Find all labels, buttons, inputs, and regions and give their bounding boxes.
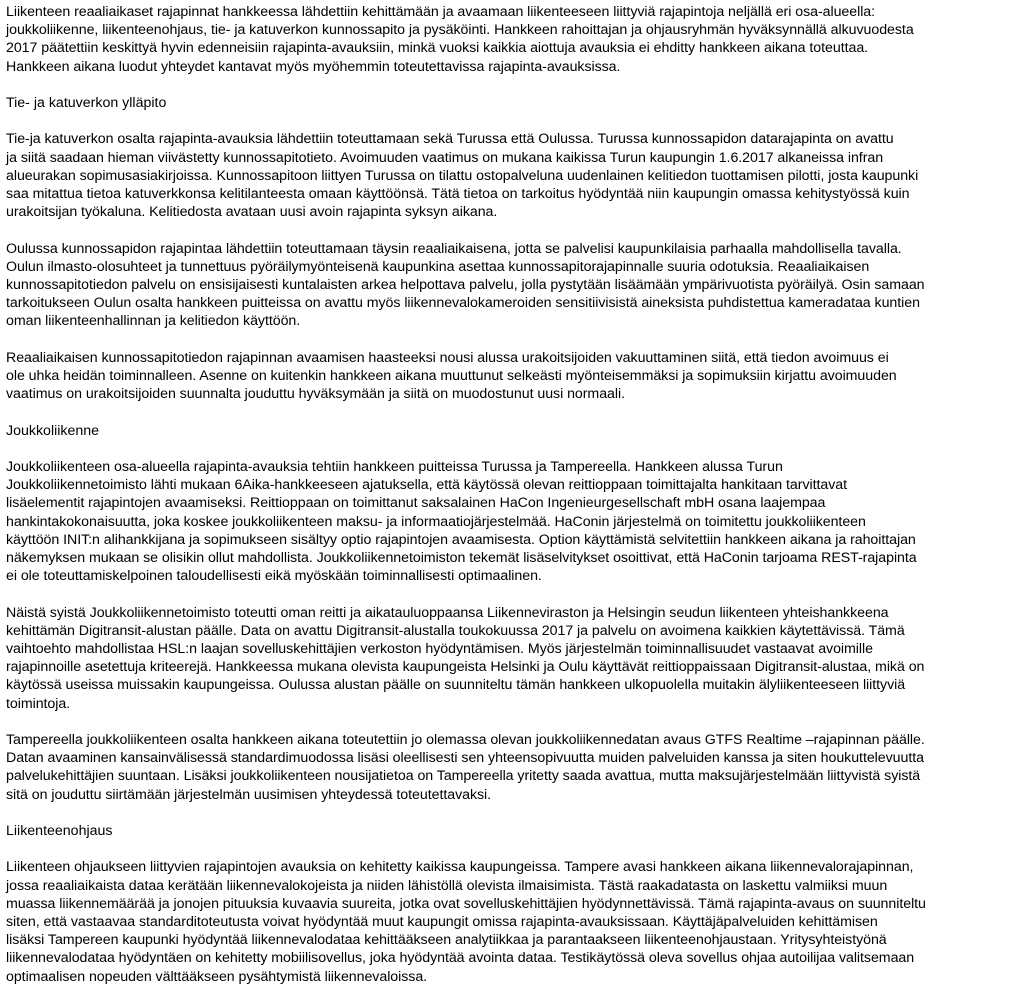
intro-paragraph: Liikenteen reaaliaikaset rajapinnat hankkeessa lähdettiin kehittämään ja avaamaan liikenteeseen liittyviä rajapintoja neljällä eri osa-alueella: joukkoliikenne, liikenteenohjaus, tie- ja katuverkon kunnossapito ja pysäköinti. Hankkeen rahoittajan ja ohjausryhmän hyväksynnällä alkuvuodesta 2017 päätettiin keskittyä hyvin edenneisiin rajapinta-avauksiin, minkä vuoksi kaikkia aiottuja avauksia ei ehditty hankkeen aikana toteuttaa. Hankkeen aikana luodut yhteydet kantavat myös myöhemmin toteutettavissa rajapinta-avauksissa. [6,4,914,75]
maintenance-paragraph-oulu: Oulussa kunnossapidon rajapintaa lähdettiin toteuttamaan täysin reaaliaikaisena, jotta se palvelisi kaupunkilaisia parhaalla mahdollisella tavalla. Oulun ilmasto-olosuhteet ja tunnettuus pyöräilymyönteisenä kaupunkina asettaa kunnossapitorajapinnalle suuria odotuksia. Reaaliaikaisen kunnossapitotiedon palvelu on ensisijaisesti kuntalaisten arkea helpottava palvelu, jolla pystytään lisäämään ympärivuotista pyöräilyä. Osin samaan tarkoitukseen Oulun osalta hankkeen puitteissa on avattu myös liikennevalokameroiden sensitiivisistä aineksista puhdistettua kameradataa kuntien oman liikenteenhallinnan ja kelitiedon käyttöön. [6,240,925,330]
traffic-control-paragraph: Liikenteen ohjaukseen liittyvien rajapintojen avauksia on kehitetty kaikissa kaupungeissa. Tampere avasi hankkeen aikana liikennevalorajapinnan, jossa reaaliaikaista dataa kerätään liikennevalokojeista ja niiden lähistöllä olevista ilmaisimista. Tästä raakadatasta on laskettu valmiiksi muun muassa liikennemäärää ja jonojen pituuksia kuvaavia suureita, jotka ovat sovelluskehittäjien hyödynnettävissä. Tämä rajapinta-avaus on suunniteltu siten, että vastaavaa standarditoteutusta voivat hyödyntää muut kaupungit omissa rajapinta-avauksissaan. Käyttäjäpalveluiden kehittämisen lisäksi Tampereen kaupunki hyödyntää liikennevalodataa kehittääkseen analytiikkaa ja parantaakseen liikenteenohjaustaan. Yritysyhteistyönä liikennevalodataa hyödyntäen on kehitetty mobiilisovellus, joka hyödyntää avointa dataa. Testikäytössä oleva sovellus ohjaa autoilijaa valitsemaan optimaalisen nopeuden välttääkseen pysähtymistä liikennevaloissa. [6,859,926,985]
public-transport-paragraph-turku: Joukkoliikenteen osa-alueella rajapinta-avauksia tehtiin hankkeen puitteissa Turussa ja Tampereella. Hankkeen alussa Turun Joukkoliikennetoimisto lähti mukaan 6Aika-hankkeeseen ajatuksella, että käytössä olevan reittioppaan toimittajalta hankitaan tarvittavat lisäelementit rajapintojen avaamiseksi. Reittioppaan on toimittanut saksalainen HaCon Ingenieurgesellschaft mbH osana laajempaa hankintakokonaisuutta, joka koskee joukkoliikenteen maksu- ja informaatiojärjestelmää. HaConin järjestelmä on toimitettu joukkoliikenteen käyttöön INIT:n alihankkijana ja sopimukseen sisältyy optio rajapintojen avaamisesta. Option käyttämistä selvitettiin hankkeen aikana ja rahoittajan näkemyksen mukaan se olisikin ollut mahdollista. Joukkoliikennetoimiston tekemät lisäselvitykset osoittivat, että HaConin tarjoama REST-rajapinta ei ole toteuttamiskelpoinen taloudellisesti eikä myöskään toiminnallisesti optimaalinen. [6,458,917,585]
maintenance-paragraph-challenges: Reaaliaikaisen kunnossapitotiedon rajapinnan avaamisen haasteeksi nousi alussa urakoitsijoiden vakuuttaminen siitä, että tiedon avoimuus ei ole uhka heidän toiminnalleen. Asenne on kuitenkin hankkeen aikana muuttunut selkeästi myönteisemmäksi ja sopimuksiin kirjattu avoimuuden vaatimus on urakoitsijoiden suunnalta jouduttu hyväksymään ja siitä on muodostunut uusi normaali. [6,349,897,403]
section-heading-traffic-control: Liikenteenohjaus [6,823,113,839]
section-heading-maintenance: Tie- ja katuverkon ylläpito [6,95,167,111]
public-transport-paragraph-tampere: Tampereella joukkoliikenteen osalta hankkeen aikana toteutettiin jo olemassa olevan joukkoliikennedatan avaus GTFS Realtime –rajapinnan päälle. Datan avaaminen kansainvälisessä standardimuodossa lisäsi oleellisesti sen yhteensopivuutta muiden palveluiden kanssa ja siten houkuttelevuutta palvelukehittäjien suuntaan. Lisäksi joukkoliikenteen nousijatietoa on Tampereella yritetty saada avattua, mutta maksujärjestelmään liittyvistä syistä sitä on jouduttu siirtämään järjestelmän uusimisen yhteydessä toteutettavaksi. [6,732,925,803]
section-heading-public-transport: Joukkoliikenne [6,422,100,439]
public-transport-paragraph-digitransit: Näistä syistä Joukkoliikennetoimisto toteutti oman reitti ja aikatauluoppaansa Liikenneviraston ja Helsingin seudun liikenteen yhteishankkeena kehittämän Digitransit-alustan päälle. Data on avattu Digitransit-alustalla toukokuussa 2017 ja palvelu on avoimena kaikkien käytettävissä. Tämä vaihtoehto mahdollistaa HSL:n laajan sovelluskehittäjien verkoston hyödyntämisen. Myös järjestelmän toiminnallisuudet vastaavat avoimille rajapinnoille asetettuja kriteerejä. Hankkeessa mukana olevista kaupungeista Helsinki ja Oulu käyttävät reittioppaissaan Digitransit-alustaa, mikä on käytössä useissa muissakin kaupungeissa. Oulussa alustan päälle on suunniteltu tämän hankkeen ulkopuolella muitakin älyliikenteeseen liittyviä toimintoja. [6,604,925,712]
maintenance-paragraph-turku: Tie-ja katuverkon osalta rajapinta-avauksia lähdettiin toteuttamaan sekä Turussa että Oulussa. Turussa kunnossapidon datarajapinta on avattu ja siitä saadaan hieman viivästetty kunnossapitotieto. Avoimuuden vaatimus on mukana kaikissa Turun kaupungin 1.6.2017 alkaneissa infran alueurakan sopimusasiakirjoissa. Kunnossapitoon liittyen Turussa on tilattu ostopalveluna uudenlainen kelitiedon tuottamisen pilotti, josta kaupunki saa mitattua tietoa katuverkkonsa kelitilanteesta omaan käyttöönsä. Tätä tietoa on tarkoitus hyödyntää niin kaupungin omassa kehitystyössä kuin urakoitsijan työkaluna. Kelitiedosta avataan uusi avoin rajapinta syksyn aikana. [6,131,919,221]
